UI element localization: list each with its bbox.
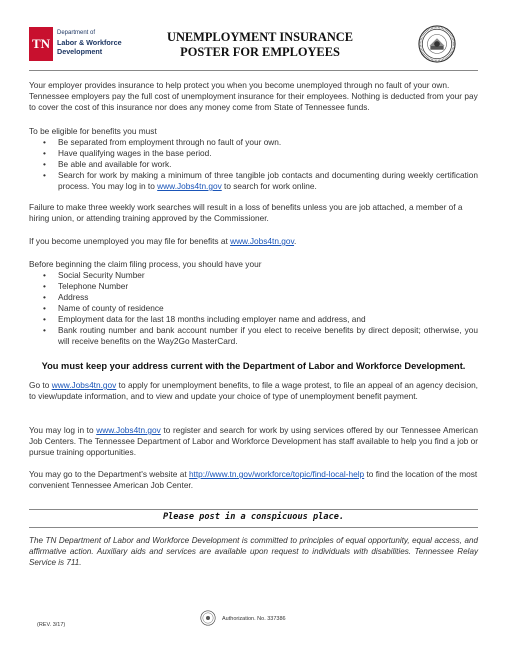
file-paragraph: If you become unemployed you may file for benefits at www.Jobs4tn.gov. <box>29 236 297 246</box>
before-lead: Before beginning the claim filing process, you should have your <box>29 259 262 269</box>
address-notice: You must keep your address current with the Department of Labor and Workforce Development. <box>41 361 466 371</box>
post-notice: Please post in a conspicuous place. <box>162 512 345 522</box>
jobs4tn-link[interactable]: www.Jobs4tn.gov <box>157 181 222 191</box>
list-item: • Be separated from employment through no fault of your own. <box>29 137 478 148</box>
failure-paragraph: Failure to make three weekly work searches will result in a loss of benefits unless you are job attached, a member of a hiring union, or attending training approved by the Commissioner. <box>29 202 463 223</box>
list-item: • Telephone Number <box>29 281 478 292</box>
intro-paragraph: Your employer provides insurance to help protect you when you become unemployed through no fault of your own. Tennessee employers pay the full cost of unemployment insurance for their employees. Nothing is deducted from your pay to cover the cost of this insurance nor does any money come from State of Tennessee funds. <box>29 80 478 112</box>
state-seal-icon <box>200 610 216 626</box>
logo-text <box>57 29 149 56</box>
title-line1: UNEMPLOYMENT INSURANCE <box>167 30 353 44</box>
before-section <box>29 259 478 347</box>
divider <box>29 527 478 528</box>
header-divider <box>29 70 478 71</box>
jobs4tn-link[interactable]: www.Jobs4tn.gov <box>51 380 117 390</box>
eligibility-list <box>29 137 478 192</box>
find-local-help-link[interactable]: http://www.tn.gov/workforce/topic/find-local-help <box>188 469 365 479</box>
list-item: • Address <box>29 292 478 303</box>
eeo-statement: The TN Department of Labor and Workforce Development is committed to principles of equal opportunity, equal access, and affirmative action. Auxiliary aids and services are available upon request to individuals with disabilities. Tennessee Relay Service is 711. <box>29 536 478 567</box>
title-line2: POSTER FOR EMPLOYEES <box>180 45 340 59</box>
revision-label: (REV. 3/17) <box>37 622 66 628</box>
website-paragraph: You may go to the Department's website at http://www.tn.gov/workforce/topic/find-local-help to find the location of the most convenient Tennessee American Job Center. <box>29 469 478 490</box>
logo-line3: Development <box>57 47 103 56</box>
jobs4tn-link[interactable]: www.Jobs4tn.gov <box>96 425 161 435</box>
list-item: • Employment data for the last 18 months including employer name and address, and <box>29 314 478 325</box>
authorization-number: Authorization. No. 337386 <box>222 616 286 622</box>
requirements-list <box>29 270 478 347</box>
eligibility-lead: To be eligible for benefits you must <box>29 126 157 136</box>
goto-paragraph: Go to www.Jobs4tn.gov to apply for unemployment benefits, to file a wage protest, to file an appeal of an agency decision, to view/update information, and to view and update your choice of type of unemployment benefit payment. <box>29 380 478 401</box>
list-item: • Be able and available for work. <box>29 159 478 170</box>
page-title <box>150 30 370 60</box>
list-item: • Social Security Number <box>29 270 478 281</box>
logo-line2: Labor & Workforce <box>57 38 122 47</box>
divider <box>29 509 478 510</box>
eligibility-section <box>29 126 478 192</box>
tn-dept-logo <box>29 27 147 63</box>
login-paragraph: You may log in to www.Jobs4tn.gov to register and search for work by using services offered by our Tennessee American Job Centers. The Tennessee Department of Labor and Workforce Development has staff available to help you find a job or pursue training opportunities. <box>29 425 478 457</box>
jobs4tn-link[interactable]: www.Jobs4tn.gov <box>230 236 295 246</box>
tennessee-state-seal-icon <box>418 25 456 63</box>
list-item: • Name of county of residence <box>29 303 478 314</box>
list-item: • Bank routing number and bank account number if you elect to receive benefits by direct deposit; otherwise, you will receive benefits on the Way2Go MasterCard. <box>29 325 478 347</box>
list-item: • Have qualifying wages in the base period. <box>29 148 478 159</box>
logo-line1: Department of <box>57 30 96 36</box>
logo-abbr: TN <box>29 27 53 61</box>
list-item-work-search: • Search for work by making a minimum of three tangible job contacts and documenting during weekly certification process. You may log in to www.Jobs4tn.gov to search for work online. <box>29 170 478 192</box>
